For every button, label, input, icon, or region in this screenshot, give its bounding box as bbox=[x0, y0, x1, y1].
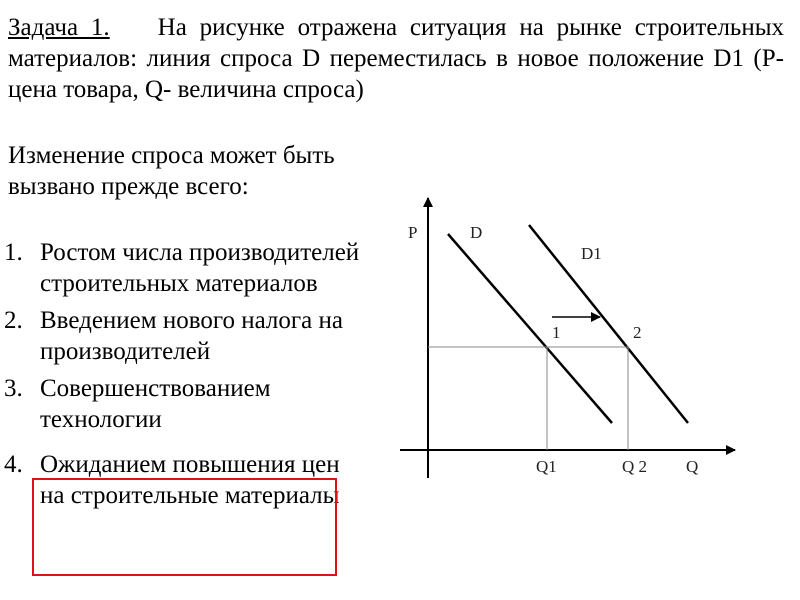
option-text: Ожиданием повышения цен на строительные материалы bbox=[40, 451, 340, 509]
problem-text: На рисунке отражена ситуация на рынке строительных материалов: линия спроса D переместилась в новое положение D1 (Р-цена товара, Q- величина спроса) bbox=[8, 14, 784, 103]
option-number: 4. bbox=[4, 451, 23, 478]
point-2-label: 2 bbox=[633, 323, 642, 342]
option-number: 3. bbox=[4, 375, 23, 402]
q1-label: Q1 bbox=[536, 457, 557, 476]
question-text: Изменение спроса может быть вызвано прежде всего: bbox=[8, 142, 335, 200]
option-text: Совершенствованием технологии bbox=[40, 375, 271, 433]
point-1-label: 1 bbox=[552, 323, 561, 342]
option-number: 1. bbox=[4, 239, 23, 266]
q2-label: Q 2 bbox=[622, 457, 648, 476]
axis-y-label: P bbox=[408, 223, 418, 242]
axis-x-label: Q bbox=[686, 457, 699, 476]
curve-d-label: D bbox=[470, 223, 483, 242]
option-text: Ростом числа производителей строительных материалов bbox=[40, 239, 360, 297]
option-text: Введением нового налога на производителей bbox=[40, 307, 343, 365]
option-number: 2. bbox=[4, 307, 23, 334]
curve-d1-label: D1 bbox=[581, 244, 602, 263]
problem-label: Задача 1. bbox=[8, 14, 110, 41]
